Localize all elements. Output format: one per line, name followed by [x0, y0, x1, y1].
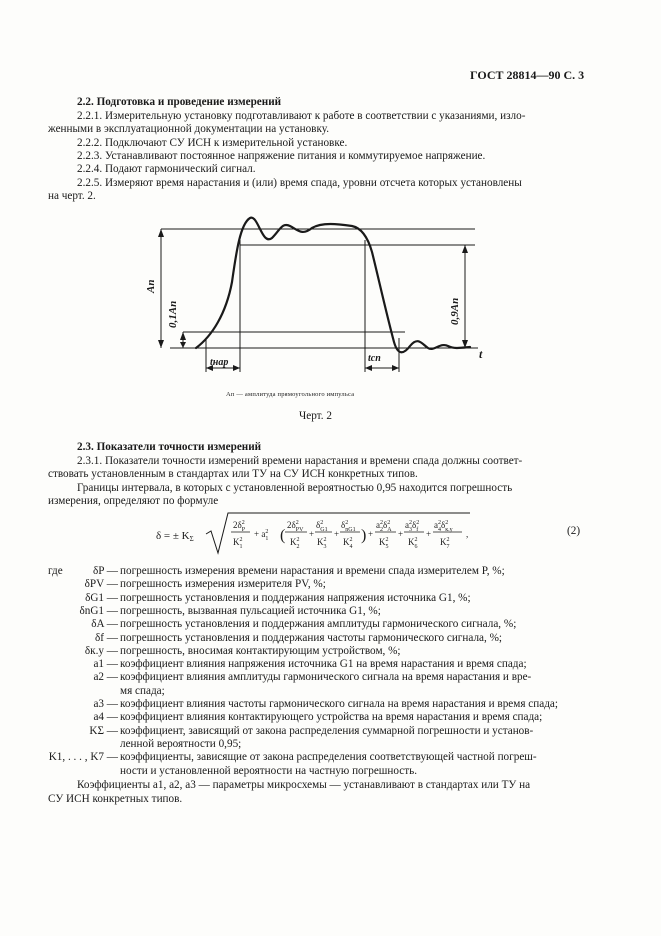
svg-text:K21: $K^2$ 1 [233, 537, 243, 550]
definition-text: ности и установленной вероятности на частную погрешность. [120, 764, 418, 777]
paragraph-2-2-5-line1: 2.2.5. Измеряют время нарастания и (или) время спада, уровни отсчета которых установлены [77, 177, 522, 189]
fall-arrow-left [365, 365, 372, 371]
label-amplitude: Aп [145, 279, 157, 293]
definition-symbol: δA — [91, 618, 118, 631]
svg-text:K22: $K^2$ 2 [290, 537, 300, 550]
paragraph-2-2-1-line2: женными в эксплуатационной документации на установку. [48, 123, 330, 135]
paragraph-2-3-1-line2: ствовать установленным в стандартах или ТУ на СУ ИСН конкретных типов. [48, 468, 418, 480]
svg-text:,: , [466, 529, 469, 539]
paragraph-2-2-1-line1: 2.2.1. Измерительную установку подготавливают к работе в соответствии с указаниями, изло- [77, 110, 526, 122]
closing-line2: СУ ИСН конкретных типов. [48, 793, 183, 805]
paragraph-2-2-2: 2.2.2. Подключают СУ ИСН к измерительной установке. [77, 137, 348, 149]
definition-text: коэффициент влияния частоты гармонического сигнала на время нарастания и время спада; [120, 698, 558, 710]
where-label: где [48, 565, 63, 577]
level-09-arrow-top [462, 245, 468, 253]
definition-symbol: δnG1 — [79, 604, 118, 617]
definition-text: погрешность, вносимая контактирующим устройством, %; [120, 644, 401, 657]
svg-text:K27: $K^2$ 7 [440, 537, 450, 550]
section-2-2-heading: 2.2. Подготовка и проведение измерений [77, 96, 282, 108]
definition-symbol: δf — [95, 631, 118, 644]
paragraph-2-2-3: 2.2.3. Устанавливают постоянное напряжение питания и коммутируемое напряжение. [77, 150, 486, 162]
svg-text:(: ( [280, 527, 286, 544]
svg-text:2δ2P: $2\delta^2$ P [233, 520, 246, 533]
definition-text: коэффициент влияния амплитуды гармонического сигнала на время нарастания и вре- [120, 671, 532, 684]
definition-text: погрешность установления и поддержания напряжения источника G1, %; [120, 591, 471, 604]
level-01-arrow-top [180, 332, 186, 340]
svg-text:a24δ2к.у: $a^2$ $4\delta^2$ к.у [434, 520, 453, 533]
svg-text:+ a21: + $a^2$ 1 [254, 529, 269, 542]
svg-text:K23: $K^2$ 3 [317, 537, 327, 550]
paragraph-2-2-5-line2: на черт. 2. [48, 190, 96, 202]
paragraph-interval-line1: Границы интервала, в которых с установленной вероятностью 0,95 находится погрешность [77, 482, 513, 494]
fall-arrow-right [392, 365, 399, 371]
label-rise-time: tнар [210, 357, 229, 368]
formula-2 [150, 510, 480, 558]
svg-text:a23δ2f: $a^2$ $3\delta^2$ f [405, 520, 420, 533]
svg-text:+: + [334, 529, 340, 539]
svg-text:+: + [398, 529, 404, 539]
definition-text: мя спада; [120, 684, 165, 697]
definition-text: коэффициент, зависящий от закона распределения суммарной погрешности и установ- [120, 724, 534, 737]
paragraph-interval-line2: измерения, определяют по формуле [48, 495, 219, 507]
amplitude-arrow-top [158, 229, 164, 237]
svg-text:δ = ± KΣ: δ = ± KΣ [156, 530, 194, 543]
figure-caption: Aп — амплитуда прямоугольного импульса [226, 391, 355, 398]
svg-text:a22δ2A: $a^2$ $2\delta^2$ A [376, 520, 392, 533]
definition-symbol: a2 — [93, 671, 118, 684]
definition-text: коэффициенты, зависящие от закона распределения соответствующей частной погреш- [120, 751, 537, 764]
svg-text:+: + [368, 529, 374, 539]
formula-number: (2) [567, 525, 581, 537]
svg-text:+: + [309, 529, 315, 539]
svg-text:2δ2PV: $2\delta^2$ PV [287, 520, 304, 533]
svg-text:K25: $K^2$ 5 [379, 537, 389, 550]
definition-symbol: a3 — [93, 698, 118, 710]
svg-text:K24: $K^2$ 4 [343, 537, 353, 550]
definition-symbol: KΣ — [89, 724, 118, 737]
definition-text: погрешность измерения времени нарастания и времени спада измерителем P, %; [120, 565, 505, 577]
svg-text:δ2G1: $\delta^2$ G1 [316, 520, 328, 533]
label-level-09: 0,9Aп [449, 297, 461, 325]
definition-symbol: δк.у — [84, 644, 118, 657]
definition-text: погрешность, вызванная пульсацией источника G1, %; [120, 604, 381, 617]
definition-text: коэффициент влияния контактирующего устройства на время нарастания и время спада; [120, 711, 543, 724]
amplitude-arrow-bottom [158, 340, 164, 348]
rise-arrow-right [233, 365, 240, 371]
svg-text:K26: $K^2$ 6 [408, 537, 418, 550]
definition-text: погрешность измерения измерителя PV, %; [120, 578, 326, 591]
definition-symbol: δP — [92, 565, 118, 577]
svg-text:δ2nG1: $\delta^2$ nG1 [341, 520, 356, 533]
definition-text: коэффициент влияния напряжения источника G1 на время нарастания и время спада; [120, 658, 527, 671]
definition-symbol: δG1 — [85, 591, 118, 604]
definition-symbol: a4 — [93, 711, 118, 724]
label-fall-time: tсп [368, 353, 381, 364]
document-reference: ГОСТ 28814—90 С. 3 [470, 68, 585, 82]
definition-symbol: K1, . . . , K7 — [48, 751, 118, 764]
definition-symbol: a1 — [93, 658, 118, 671]
definition-text: погрешность установления и поддержания амплитуды гармонического сигнала, %; [120, 618, 517, 631]
section-2-3-heading: 2.3. Показатели точности измерений [77, 441, 262, 453]
level-01-arrow-bottom [180, 342, 186, 348]
svg-text:): ) [361, 527, 367, 544]
paragraph-2-2-4: 2.2.4. Подают гармонический сигнал. [77, 163, 256, 175]
label-level-01: 0,1Aп [167, 300, 179, 328]
definition-symbol: δPV — [84, 578, 118, 591]
definition-text: погрешность установления и поддержания частоты гармонического сигнала, %; [120, 631, 503, 644]
svg-text:+: + [426, 529, 432, 539]
paragraph-2-3-1-line1: 2.3.1. Показатели точности измерений времени нарастания и времени спада должны соответ- [77, 455, 523, 467]
label-time-axis: t [479, 347, 483, 361]
figure-title: Черт. 2 [299, 410, 332, 422]
definition-text: ленной вероятности 0,95; [120, 737, 242, 750]
closing-line1: Коэффициенты a1, a2, a3 — параметры микросхемы — устанавливают в стандартах или ТУ на [77, 779, 531, 791]
pulse-diagram [140, 205, 500, 380]
